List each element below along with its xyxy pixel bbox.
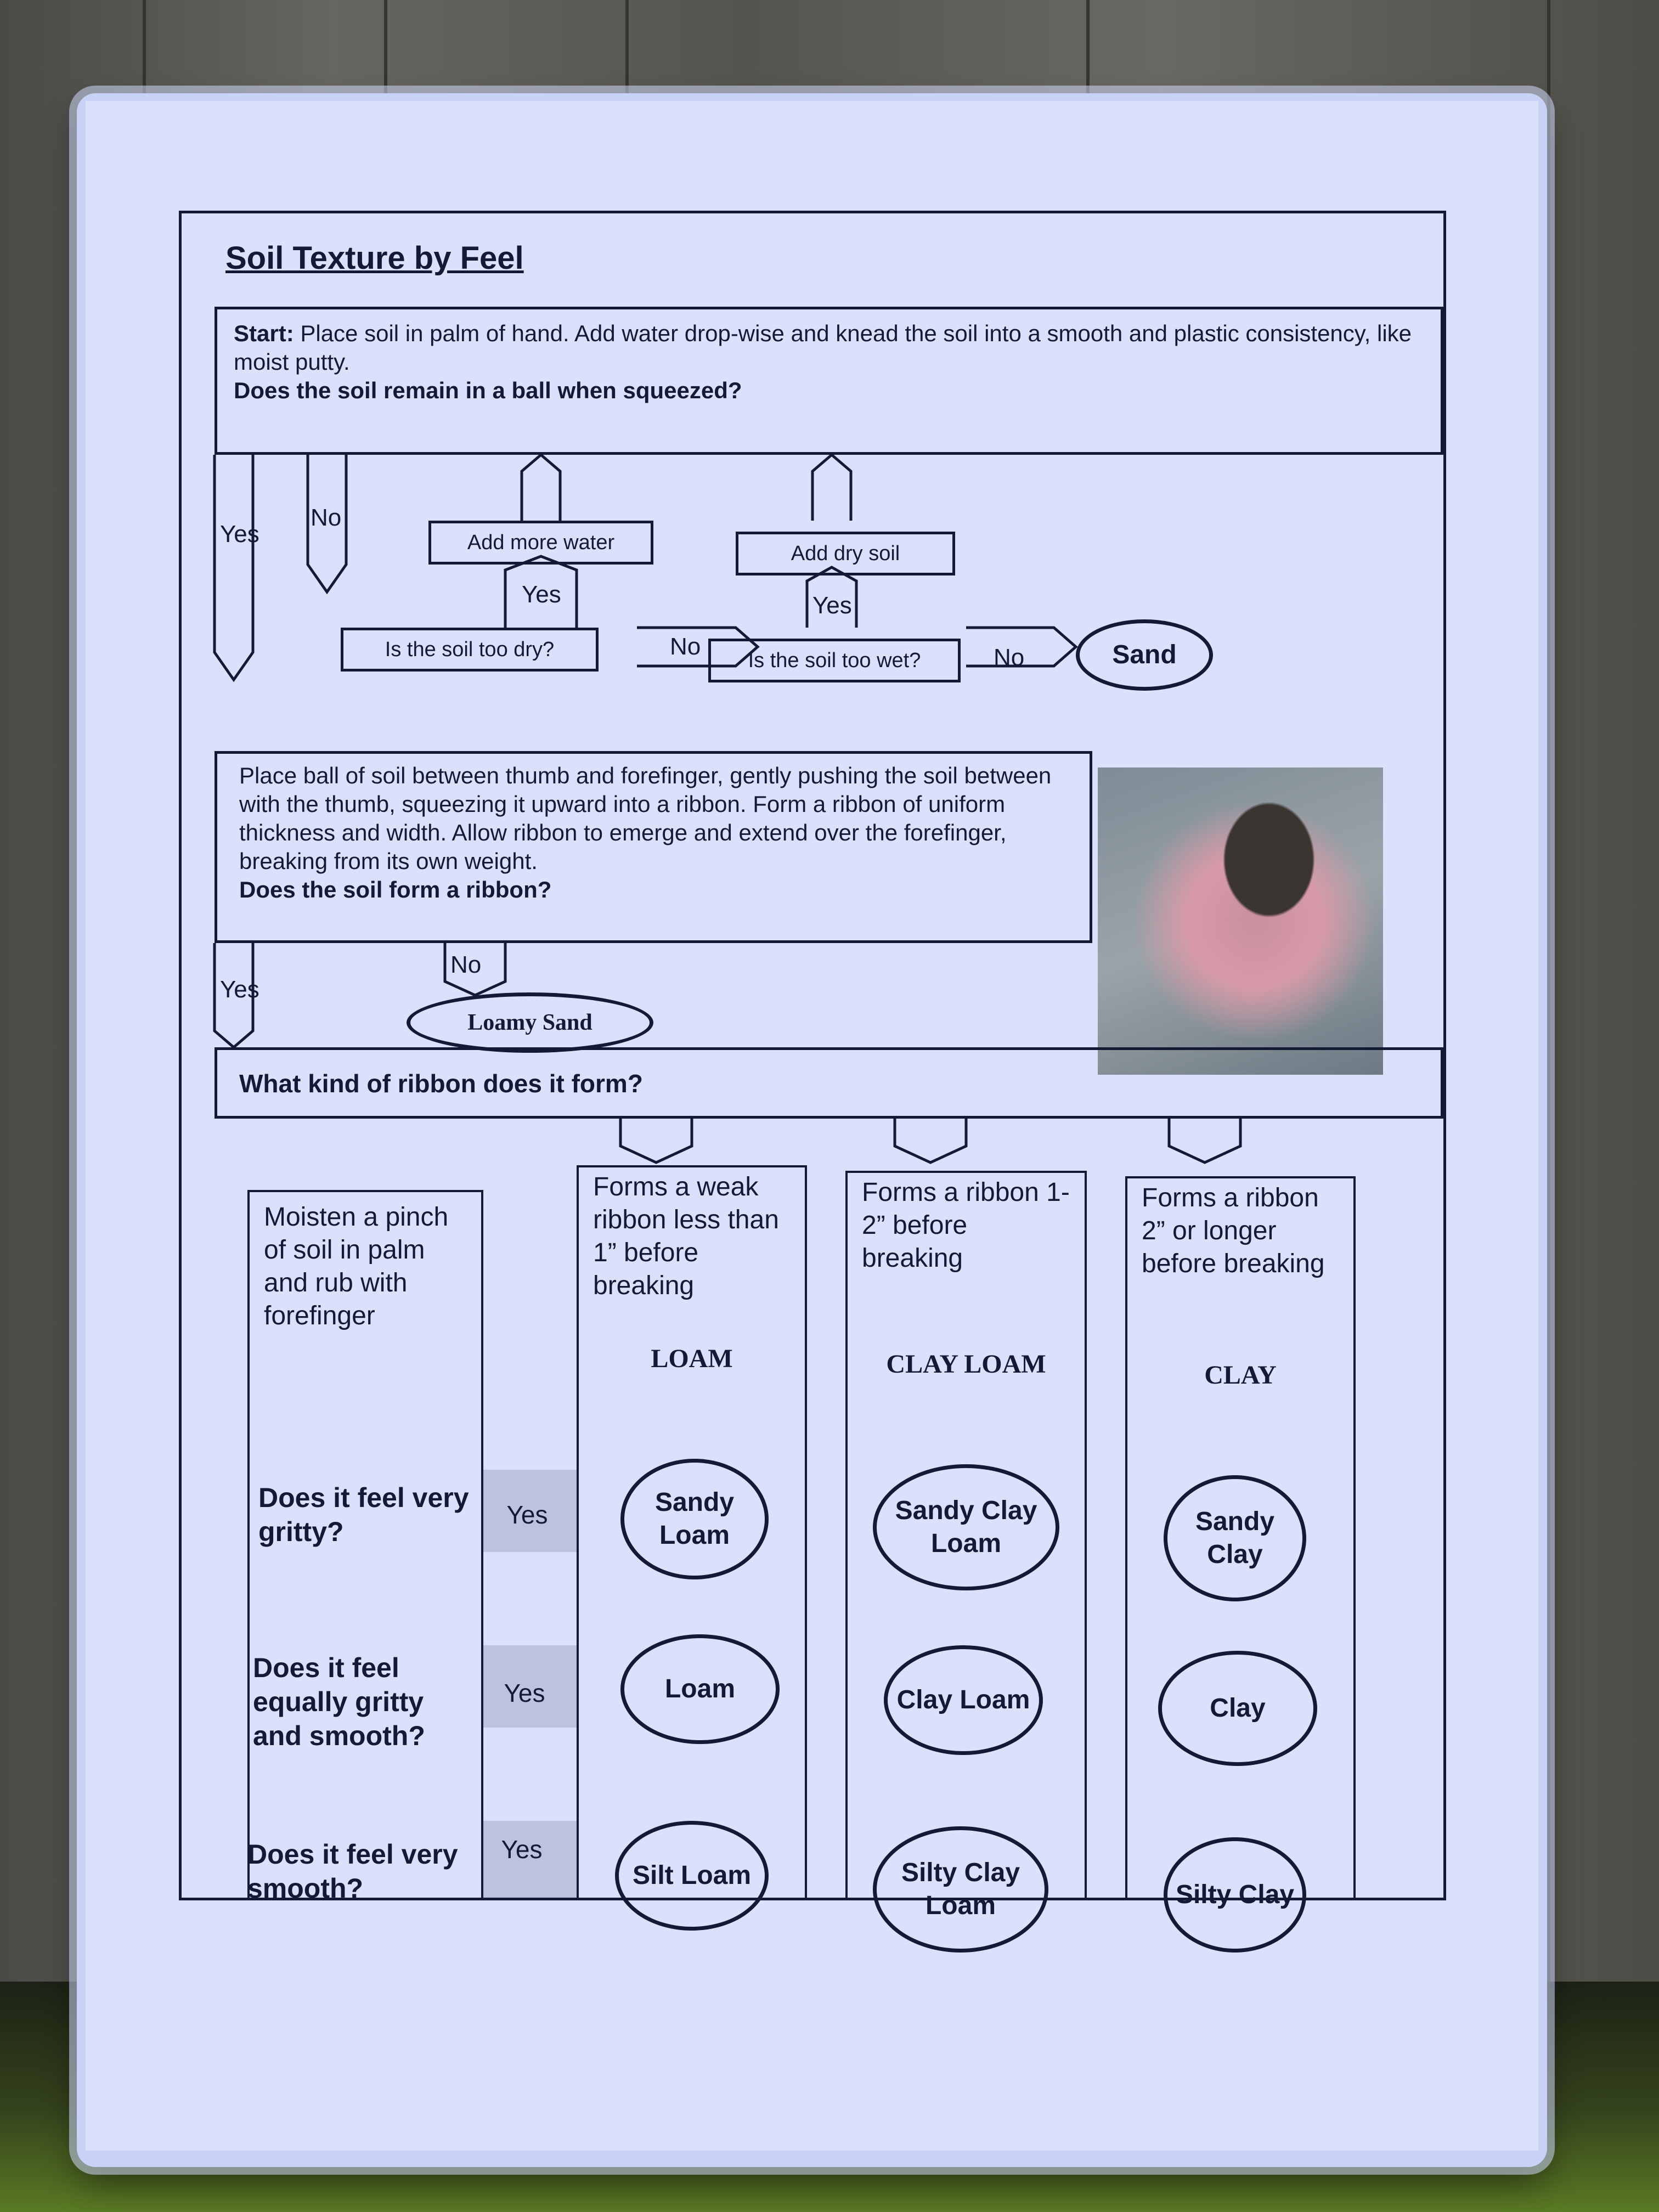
ball-yes-label: Yes [220, 521, 259, 548]
result-sand: Sand [1076, 619, 1213, 691]
wet-no-label: No [994, 644, 1025, 671]
result-clay-loam: Clay Loam [884, 1645, 1043, 1755]
texture-name-clay-loam: CLAY LOAM [886, 1350, 1046, 1379]
result-clay: Clay [1158, 1651, 1317, 1766]
ribbon-question: Does the soil form a ribbon? [239, 877, 552, 902]
hand-holding-soil-photo [1098, 768, 1383, 1075]
water-yes-label: Yes [522, 581, 561, 608]
moisten-instruction: Moisten a pinch of soil in palm and rub with forefinger [264, 1203, 449, 1330]
diagram-frame [179, 211, 1446, 1920]
too-dry-question-box: Is the soil too dry? [341, 628, 599, 672]
ribbon-text: Place ball of soil between thumb and forefinger, gently pushing the soil between with the thumb, squeezing it upward into a ribbon. Form a ribbon of uniform thickness and width. Allow ribbon to emerge and extend over the forefinger, breaking from its own weight. [239, 763, 1052, 874]
texture-name-clay: CLAY [1204, 1361, 1277, 1390]
feel-question-gritty: Does it feel very gritty? [258, 1482, 469, 1547]
column-loam-head: Forms a weak ribbon less than 1” before breaking [593, 1172, 779, 1300]
start-text: Place soil in palm of hand. Add water drop-wise and knead the soil into a smooth and plastic consistency, like moist putty. [234, 320, 1412, 375]
result-sandy-loam: Sandy Loam [620, 1459, 769, 1579]
ribbon-yes-label: Yes [220, 976, 259, 1003]
ribbon-instruction-box [215, 751, 1092, 943]
result-sandy-clay-loam: Sandy Clay Loam [873, 1464, 1059, 1590]
result-silt-loam: Silt Loam [615, 1821, 769, 1931]
start-lead: Start: [234, 320, 294, 346]
texture-name-loam: LOAM [651, 1344, 733, 1373]
result-silty-clay: Silty Clay [1164, 1837, 1306, 1953]
laminated-sheet [77, 93, 1547, 2167]
add-more-water-box: Add more water [428, 521, 653, 565]
feel-question-gritty-smooth: Does it feel equally gritty and smooth? [253, 1652, 425, 1751]
ribbon-kind-question: What kind of ribbon does it form? [215, 1047, 1443, 1119]
result-loamy-sand: Loamy Sand [407, 992, 653, 1053]
worksheet-paper [86, 101, 1538, 2151]
feel-yes-smooth: Yes [501, 1835, 543, 1864]
add-dry-soil-box: Add dry soil [736, 532, 955, 575]
page-title: Soil Texture by Feel [225, 240, 524, 276]
ribbon-no-label: No [450, 951, 482, 978]
ball-no-label: No [311, 504, 342, 531]
result-silty-clay-loam: Silty Clay Loam [873, 1826, 1048, 1953]
column-clay-loam-head: Forms a ribbon 1-2” before breaking [862, 1178, 1070, 1273]
ball-question: Does the soil remain in a ball when squeezed? [234, 377, 742, 403]
start-instruction-box [215, 307, 1443, 455]
feel-yes-gritty: Yes [506, 1500, 548, 1529]
wood-plank [1547, 0, 1550, 2212]
result-loam: Loam [620, 1634, 780, 1744]
dry-no-label: No [670, 633, 701, 660]
dry-yes-label: Yes [812, 592, 852, 619]
feel-question-smooth: Does it feel very smooth? [247, 1839, 458, 1904]
column-clay-head: Forms a ribbon 2” or longer before breaking [1142, 1183, 1325, 1278]
result-sandy-clay: Sandy Clay [1164, 1475, 1306, 1601]
feel-yes-gritty-smooth: Yes [504, 1679, 545, 1707]
too-wet-question-box: Is the soil too wet? [708, 639, 961, 682]
